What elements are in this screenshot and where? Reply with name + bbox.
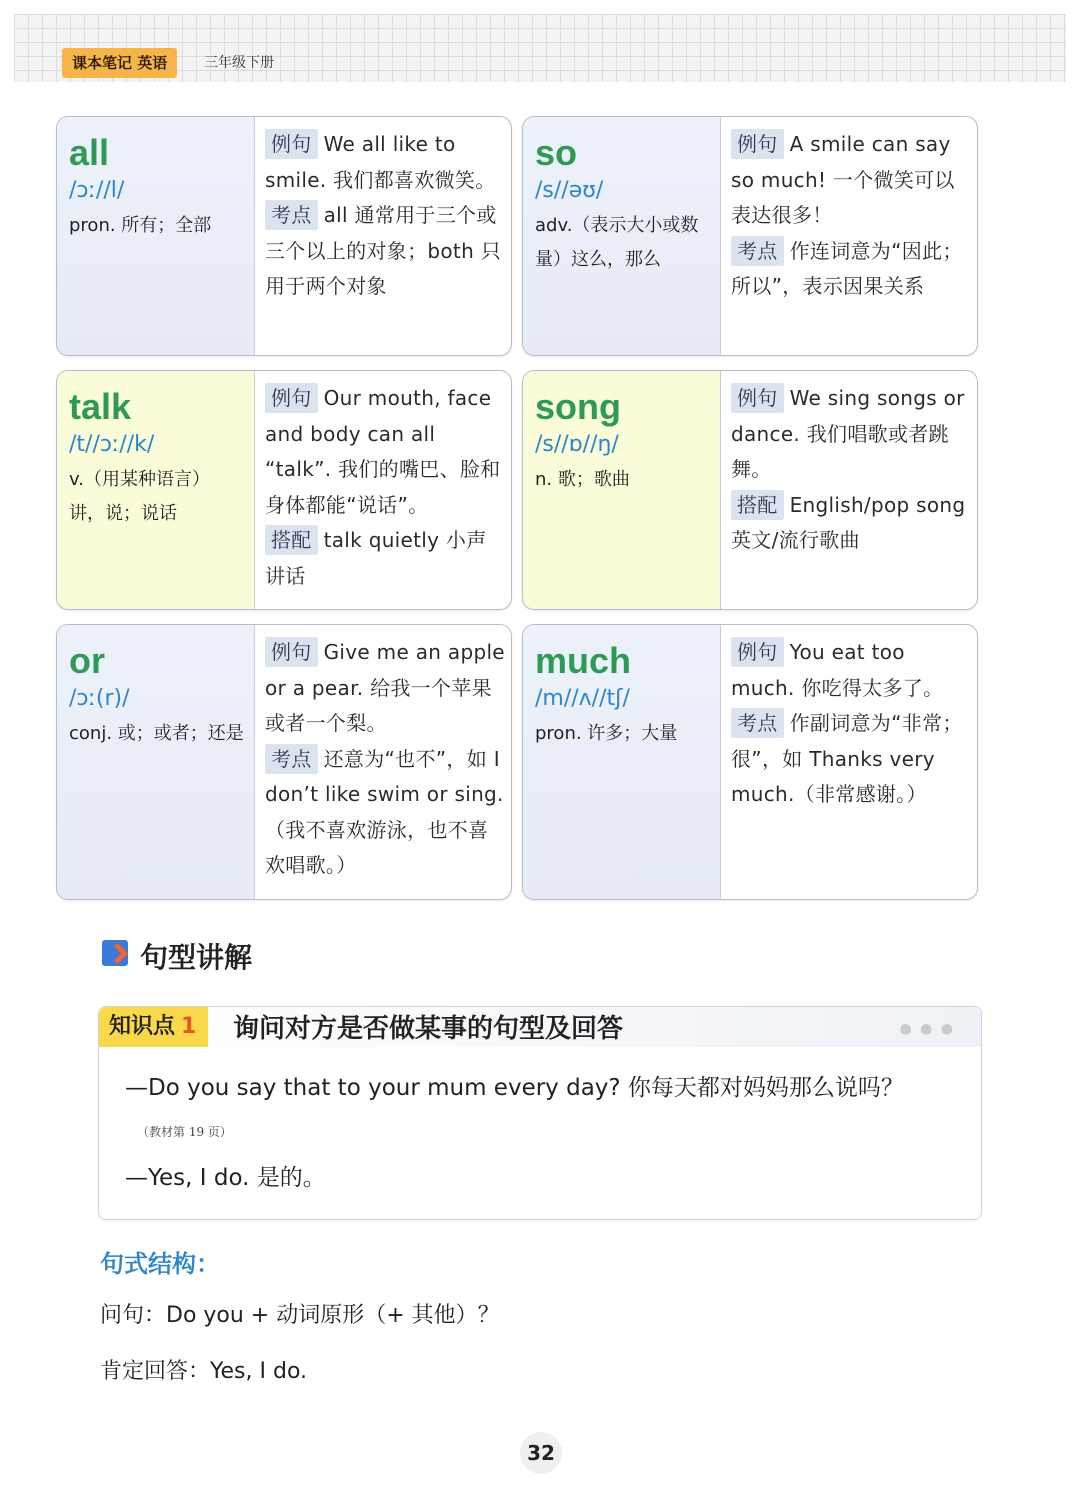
collocation-tag: 搭配 bbox=[731, 490, 784, 520]
definition: n. 歌；歌曲 bbox=[535, 469, 630, 490]
word-card-left bbox=[57, 117, 255, 355]
example-tag: 例句 bbox=[731, 383, 784, 413]
structure-title: 句式结构： bbox=[100, 1250, 220, 1278]
grade-label: 三年级下册 bbox=[204, 55, 274, 71]
example-text: We sing songs or dance. 我们唱歌或者跳舞。 bbox=[731, 386, 965, 481]
book-label: 课本笔记 英语 bbox=[62, 48, 177, 78]
phonetic: /s//ɒ//ŋ/ bbox=[535, 432, 619, 457]
example-tag: 例句 bbox=[265, 383, 318, 413]
example-text: A smile can say so much! 一个微笑可以表达很多！ bbox=[731, 132, 955, 227]
dialog-answer: —Yes, I do. 是的。 bbox=[125, 1165, 326, 1191]
knowledge-point-number: 1 bbox=[181, 1014, 197, 1039]
dialog-question: —Do you say that to your mum every day? 你每天都对妈妈那么说吗？ bbox=[125, 1075, 904, 1101]
word-card-left bbox=[523, 371, 721, 609]
example-text: Give me an apple or a pear. 给我一个苹果或者一个梨。 bbox=[265, 640, 505, 735]
word-card-notes bbox=[721, 117, 977, 355]
structure-answer: 肯定回答：Yes, I do. bbox=[100, 1359, 308, 1384]
phonetic: /ɔː(r)/ bbox=[69, 686, 130, 711]
example-tag: 例句 bbox=[731, 129, 784, 159]
exam-point-text: 作副词意为“非常；很”，如 Thanks very much.（非常感谢。） bbox=[731, 711, 963, 806]
exam-point-text: 还意为“也不”，如 I don’t like swim or sing.（我不喜欢游泳，也不喜欢唱歌。） bbox=[265, 746, 504, 877]
word-card-notes bbox=[721, 625, 977, 899]
word-title: song bbox=[535, 386, 621, 427]
word-card-left bbox=[57, 625, 255, 899]
word-card-notes bbox=[255, 371, 511, 609]
word-card-notes bbox=[255, 625, 511, 899]
definition: pron. 所有；全部 bbox=[69, 215, 212, 236]
page-number: 32 bbox=[520, 1432, 562, 1474]
exam-point-tag: 考点 bbox=[265, 200, 318, 230]
example-text: You eat too much. 你吃得太多了。 bbox=[731, 640, 944, 700]
word-title: much bbox=[535, 640, 632, 681]
word-card-or bbox=[56, 624, 512, 900]
word-card-notes bbox=[255, 117, 511, 355]
word-card-left bbox=[523, 625, 721, 899]
exam-point-text: all 通常用于三个或三个以上的对象；both 只用于两个对象 bbox=[265, 203, 502, 298]
collocation-text: English/pop song 英文/流行歌曲 bbox=[731, 492, 966, 552]
word-card-notes bbox=[721, 371, 977, 609]
decorative-dots-icon: ● ● ● bbox=[899, 1021, 955, 1037]
knowledge-point-title: 询问对方是否做某事的句型及回答 bbox=[233, 1014, 624, 1044]
example-tag: 例句 bbox=[731, 637, 784, 667]
definition: v.（用某种语言）讲，说；说话 bbox=[69, 469, 210, 524]
word-title: so bbox=[535, 132, 578, 173]
word-title: all bbox=[69, 132, 110, 173]
definition: conj. 或；或者；还是 bbox=[69, 723, 244, 744]
section-title: 句型讲解 bbox=[140, 941, 253, 974]
word-card-left bbox=[57, 371, 255, 609]
word-card-talk bbox=[56, 370, 512, 610]
exam-point-tag: 考点 bbox=[265, 744, 318, 774]
definition: adv.（表示大小或数量）这么，那么 bbox=[535, 215, 699, 270]
collocation-text: talk quietly 小声讲话 bbox=[265, 528, 487, 588]
definition: pron. 许多；大量 bbox=[535, 723, 678, 744]
phonetic: /t//ɔː//k/ bbox=[69, 432, 155, 457]
phonetic: /ɔː//l/ bbox=[69, 178, 125, 203]
structure-question: 问句：Do you + 动词原形（+ 其他）？ bbox=[100, 1303, 500, 1328]
word-card-so bbox=[522, 116, 978, 356]
exam-point-text: 作连词意为“因此；所以”，表示因果关系 bbox=[731, 238, 963, 298]
textbook-reference: （教材第 19 页） bbox=[137, 1125, 232, 1139]
example-text: We all like to smile. 我们都喜欢微笑。 bbox=[265, 132, 496, 192]
word-card-song bbox=[522, 370, 978, 610]
collocation-tag: 搭配 bbox=[265, 525, 318, 555]
exam-point-tag: 考点 bbox=[731, 236, 784, 266]
word-card-all bbox=[56, 116, 512, 356]
word-card-left bbox=[523, 117, 721, 355]
word-title: talk bbox=[69, 386, 132, 427]
knowledge-point-box bbox=[98, 1006, 982, 1220]
knowledge-point-label-text: 知识点 bbox=[109, 1014, 176, 1039]
knowledge-point-label bbox=[99, 1007, 208, 1047]
example-text: Our mouth, face and body can all “talk”. 我们的嘴巴、脸和身体都能“说话”。 bbox=[265, 386, 501, 517]
page-header bbox=[14, 14, 1066, 82]
chevron-right-icon bbox=[102, 940, 128, 966]
example-tag: 例句 bbox=[265, 129, 318, 159]
example-tag: 例句 bbox=[265, 637, 318, 667]
phonetic: /m//ʌ//tʃ/ bbox=[535, 686, 630, 711]
phonetic: /s//əʊ/ bbox=[535, 178, 604, 203]
word-title: or bbox=[69, 640, 105, 681]
word-card-much bbox=[522, 624, 978, 900]
exam-point-tag: 考点 bbox=[731, 708, 784, 738]
